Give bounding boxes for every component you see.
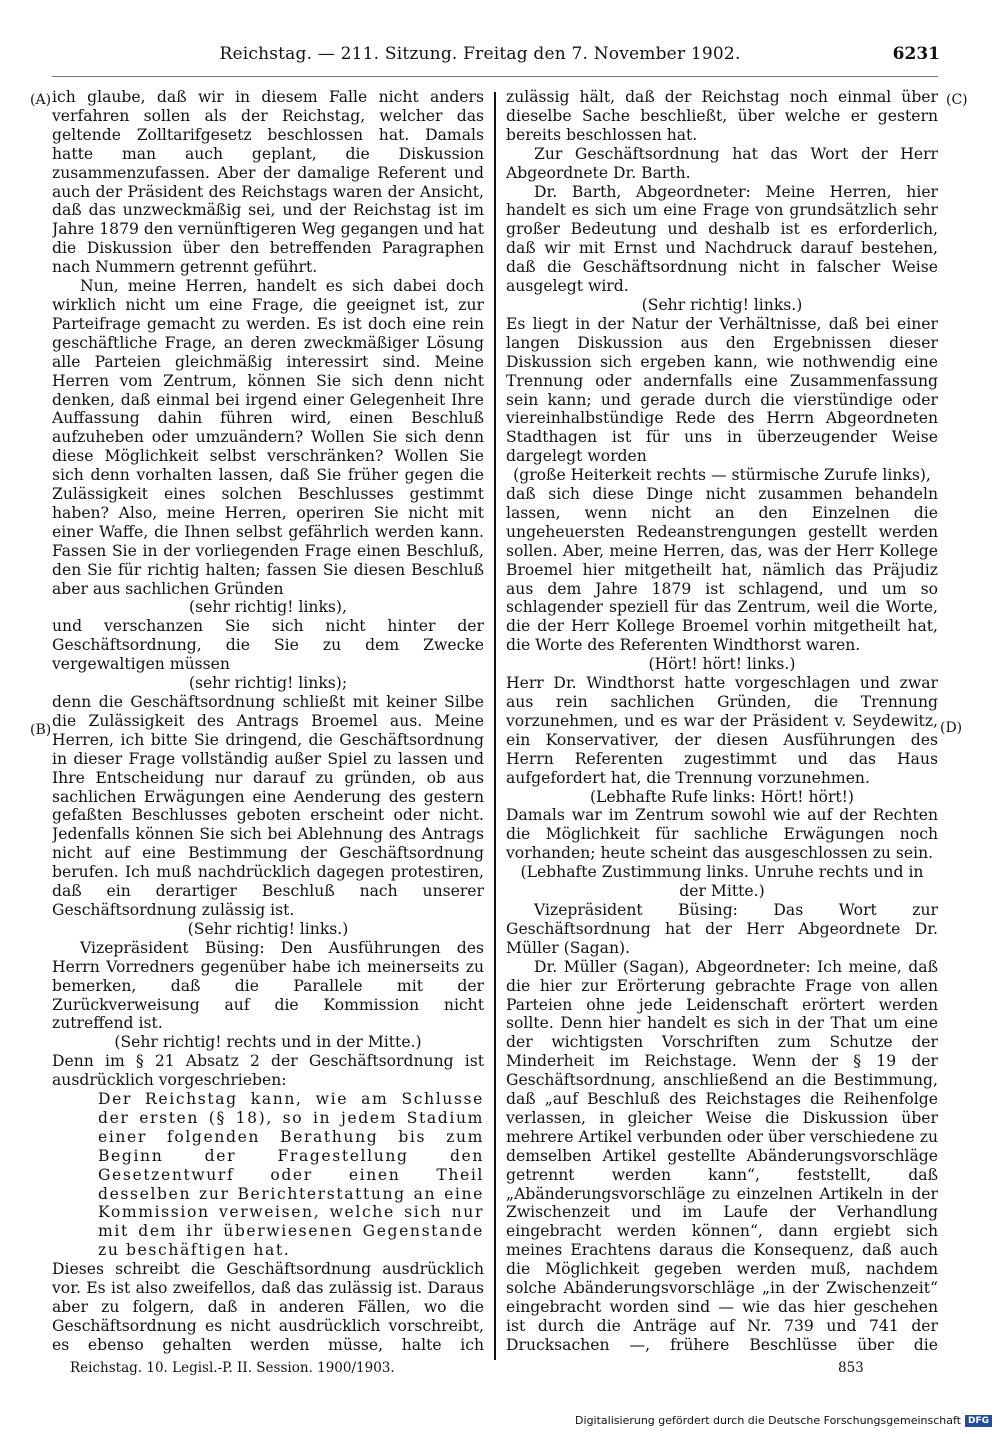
paragraph: Nun, meine Herren, handelt es sich dabei doch wirklich nicht um eine Frage, die geeignet ist, zur Parteifrage gemacht zu werden. Es ist doch eine rein geschäftliche Frage, an deren zweckmäßiger Lösung alle Parteien gleichmäßig interessirt sind. Meine Herren vom Zentrum, können Sie sich denn nicht denken, daß einmal bei irgend einer Gelegenheit Ihre Auffassung dahin führen wird, einen Beschluß aufzuheben oder umzuändern? Wollen Sie sich denn diese Möglichkeit selbst verschränken? Wollen Sie sich denn vorhalten lassen, daß Sie früher gegen die Zulässigkeit eines solchen Beschlusses gestimmt haben? Also, meine Herren, operiren Sie nicht mit einer Waffe, die Ihnen selbst gefährlich werden kann. Fassen Sie in der vorliegenden Frage einen Beschluß, den Sie für richtig halten; fassen Sie diesen Beschluß aber aus sachlichen Gründen (52, 277, 484, 598)
paragraph: Zur Geschäftsordnung hat das Wort der Herr Abgeordnete Dr. Barth. (506, 144, 938, 182)
paragraph: zulässig hält, daß der Reichstag noch einmal über dieselbe Sache beschließt, über welche er gestern bereits beschlossen hat. (506, 88, 938, 144)
paragraph: Herr Dr. Windthorst hatte vorgeschlagen und zwar aus rein sachlichen Gründen, die Trennung vorzunehmen, und es war der Präsident v. Seydewitz, ein Konservativer, der diesen Ausführungen des Herrn Referenten zugestimmt und das Haus aufgefordert hat, die Trennung vorzunehmen. (506, 674, 938, 787)
right-column (506, 88, 938, 1356)
interjection: (Lebhafte Rufe links: Hört! hört!) (589, 787, 855, 806)
interjection: (Sehr richtig! links.) (187, 919, 349, 938)
paragraph: ich glaube, daß wir in diesem Falle nicht anders verfahren sollen als der Reichstag, welcher das geltende Zolltarifgesetz beschlossen hat. Damals hatte man auch geplant, die Diskussion zusammenzufassen. Aber der damalige Referent und auch der Präsident des Reichstags waren der Ansicht, daß das unzweckmäßig sei, und der Reichstag ist im Jahre 1879 den vernünftigeren Weg gegangen und hat die Diskussion über den betreffenden Paragraphen nach Nummern getrennt geführt. (52, 88, 484, 277)
page-header (0, 40, 1000, 74)
speaker-paragraph: Vizepräsident Büsing: Das Wort zur Geschäftsordnung hat der Herr Abgeordnete Dr. Müller (Sagan). (506, 900, 938, 957)
paragraph: Es liegt in der Natur der Verhältnisse, daß bei einer langen Diskussion aus den Ergebnissen dieser Diskussion sich ergeben kann, wie nothwendig eine Trennung oder andernfalls eine Zusammenfassung sein kann; und gerade durch die vierstündige oder viereinhalbstündige Rede des Herrn Abgeordneten Stadthagen ist für uns in überzeugender Weise dargelegt worden (506, 314, 938, 466)
footer-sheet-number: 853 (838, 1360, 864, 1376)
interjection: (sehr richtig! links), (189, 598, 347, 617)
margin-marker-b: (B) (30, 722, 52, 738)
column-divider (494, 92, 496, 1360)
left-column (52, 88, 484, 1356)
paragraph: Dieses schreibt die Geschäftsordnung ausdrücklich vor. Es ist also zweifellos, daß das zulässig ist. Daraus aber zu folgern, daß in anderen Fällen, wo die Geschäftsordnung es nicht ausdrücklich vorschreibt, es ebenso gehalten werden müsse, halte ich (52, 1260, 484, 1354)
footer-session: Reichstag. 10. Legisl.-P. II. Session. 1900/1903. (70, 1360, 395, 1376)
paragraph: Denn im § 21 Absatz 2 der Geschäftsordnung ist ausdrücklich vorgeschrieben: (52, 1052, 484, 1090)
page-footer (52, 1360, 938, 1382)
dfg-logo: DFG (965, 1415, 992, 1427)
margin-marker-c: (C) (946, 92, 968, 108)
paragraph: und verschanzen Sie sich nicht hinter der Geschäftsordnung, die Sie zu dem Zwecke vergewaltigen müssen (52, 617, 484, 674)
speaker-paragraph: Dr. Müller (Sagan), Abgeordneter: Ich meine, daß die hier zur Erörterung gebrachte Frage von allen Parteien ohne jede Leidenschaft erörtert werden sollte. Denn hier handelt es sich in der That um eine der wichtigsten Vorschriften zum Schutze der Minderheit im Reichstage. Wenn der § 19 der Geschäftsordnung, anschließend an die Bestimmung, daß „auf Beschluß des Reichstages die Reihenfolge verlassen, in gleicher Weise die Diskussion über mehrere Artikel verbunden oder über verschiedene zu demselben Artikel gestellte Abänderungsvorschläge getrennt werden kann“, feststellt, daß „Abänderungsvorschläge zu einzelnen Artikeln in der Zwischenzeit und im Laufe der Verhandlung eingebracht werden können“, dann ergiebt sich meines Erachtens daraus die Konsequenz, daß auch die Möglichkeit gegeben werden muß, nachdem solche Abänderungsvorschläge „in der Zwischenzeit“ eingebracht worden sind — wie das hier geschehen ist durch die Anträge auf Nr. 739 und 741 der Drucksachen —, frühere Beschlüsse über die (506, 957, 938, 1354)
running-title: Reichstag. — 211. Sitzung. Freitag den 7. November 1902. (219, 44, 741, 64)
interjection: (große Heiterkeit rechts — stürmische Zurufe links), (513, 466, 931, 485)
paragraph: daß sich diese Dinge nicht zusammen behandeln lassen, wenn nicht an den Einzelnen die ungeheuersten Redeanstrengungen gestellt werden sollen. Aber, meine Herren, das, was der Herr Kollege Broemel hier mitgetheilt hat, nämlich das Präjudiz aus dem Jahre 1879 ist schlagend, und um so schlagender speziell für das Zentrum, weil die Worte, die der Herr Kollege Broemel vorhin mitgetheilt hat, die Worte des Referenten Windthorst waren. (506, 485, 938, 655)
speaker-paragraph: Vizepräsident Büsing: Den Ausführungen des Herrn Vorredners gegenüber habe ich meinerseits zu bemerken, daß die Parallele mit der Zurückverweisung auf die Kommission nicht zutreffend ist. (52, 938, 484, 1033)
speaker-paragraph: Dr. Barth, Abgeordneter: Meine Herren, hier handelt es sich um eine Frage von grundsätzlich sehr großer Bedeutung und deshalb ist es erforderlich, daß wir mit Ernst und Nachdruck darauf bestehen, daß die Geschäftsordnung nicht in falscher Weise ausgelegt wird. (506, 182, 938, 296)
interjection: (Sehr richtig! links.) (641, 295, 803, 314)
paragraph: denn die Geschäftsordnung schließt mit keiner Silbe die Zulässigkeit des Antrags Broemel aus. Meine Herren, ich bitte Sie dringend, die Geschäftsordnung in dieser Frage vollständig außer Spiel zu lassen und Ihre Entscheidung nur darauf zu gründen, ob aus sachlichen Erwägungen eine Aenderung des gestern gefaßten Beschlusses geboten erscheint oder nicht. Jedenfalls können Sie sich bei Ablehnung des Antrags nicht auf eine Bestimmung der Geschäftsordnung berufen. Ich muß nachdrücklich dagegen protestiren, daß ein derartiger Beschluß nach unserer Geschäftsordnung zulässig ist. (52, 693, 484, 919)
paragraph: Damals war im Zentrum sowohl wie auf der Rechten die Möglichkeit für sachliche Erwägungen noch vorhanden; heute scheint das ausgeschlossen zu sein. (506, 806, 938, 863)
interjection: (Sehr richtig! rechts und in der Mitte.) (114, 1033, 422, 1052)
interjection: (Hört! hört! links.) (648, 655, 796, 674)
margin-marker-a: (A) (30, 92, 52, 108)
credit-text: Digitalisierung gefördert durch die Deutsche Forschungsgemeinschaft (575, 1414, 961, 1427)
header-rule (52, 76, 938, 77)
margin-marker-d: (D) (940, 720, 963, 736)
interjection: (Lebhafte Zustimmung links. Unruhe rechts und in der Mitte.) (520, 863, 924, 901)
digitization-credit (575, 1414, 992, 1427)
interjection: (sehr richtig! links); (188, 674, 348, 693)
page-number: 6231 (892, 44, 940, 64)
quoted-rule: Der Reichstag kann, wie am Schlusse der ersten (§ 18), so in jedem Stadium einer folgenden Berathung bis zum Beginn der Fragestellung den Gesetzentwurf oder einen Theil desselben zur Berichterstattung an eine Kommission verweisen, welche sich nur mit dem ihr überwiesenen Gegenstande zu beschäftigen hat. (98, 1090, 484, 1260)
